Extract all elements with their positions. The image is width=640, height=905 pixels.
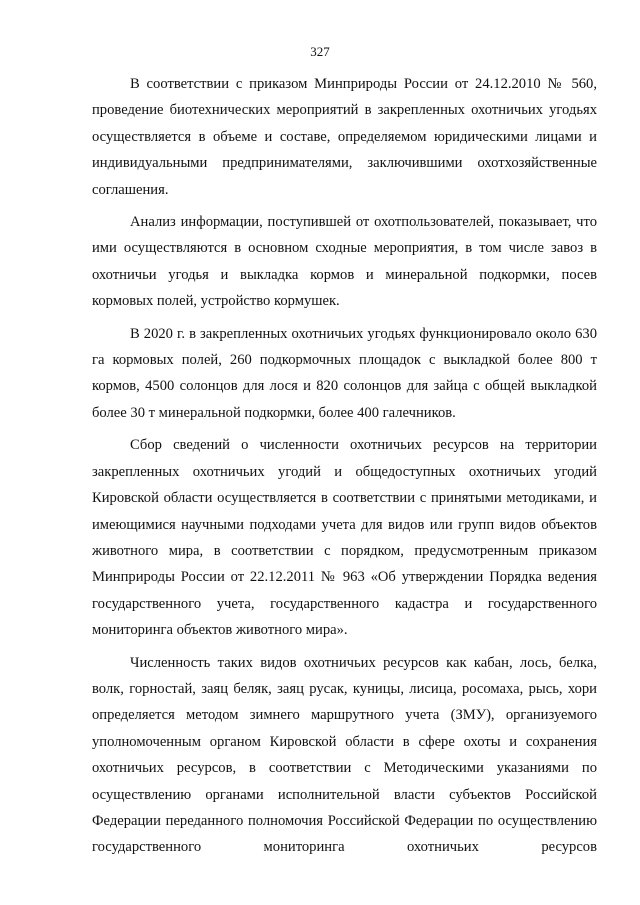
paragraph-data-collection: Сбор сведений о численности охотничьих ресурсов на территории закрепленных охотничьих угодий и общедоступных охотничьих угодий Кировской области осуществляется в соответствии с принятыми методиками, и имеющимися научными подходами учета для видов или групп видов объектов животного мира, в соответствии с порядком, предусмотренным приказом Минприроды России от 22.12.2011 № 963 «Об утверждении Порядка ведения государственного учета, государственного кадастра и государственного мониторинга объектов животного мира». [92, 437, 597, 639]
paragraph-2020-statistics: В 2020 г. в закрепленных охотничьих угодьях функционировало около 630 га кормовых полей, 260 подкормочных площадок с выкладкой более 800 т кормов, 4500 солонцов для лося и 820 солонцов для зайца с общей выкладкой более 30 т минеральной подкормки, более 400 галечников. [92, 325, 597, 421]
document-body [92, 71, 597, 861]
paragraph-biotechnical-measures: В соответствии с приказом Минприроды России от 24.12.2010 № 560, проведение биотехнических мероприятий в закрепленных охотничьих угодьях осуществляется в объеме и составе, определяемом юридическими лицами и индивидуальными предпринимателями, заключившими охотхозяйственные соглашения. [92, 76, 597, 198]
page-number: 327 [310, 44, 330, 59]
paragraph-species-count: Численность таких видов охотничьих ресурсов как кабан, лось, белка, волк, горностай, заяц беляк, заяц русак, куницы, лисица, росомаха, рысь, хори определяется методом зимнего маршрутного учета (ЗМУ), организуемого уполномоченным органом Кировской области в сфере охоты и сохранения охотничьих ресурсов, в соответствии с Методическими указаниями по осуществлению органами исполнительной власти субъектов Российской Федерации переданного полномочия Российской Федерации по осуществлению государственного мониторинга охотничьих ресурсов [92, 654, 597, 856]
paragraph-analysis: Анализ информации, поступившей от охотпользователей, показывает, что ими осуществляются в основном сходные мероприятия, в том числе завоз в охотничьи угодья и выкладка кормов и минеральной подкормки, посев кормовых полей, устройство кормушек. [92, 214, 597, 310]
